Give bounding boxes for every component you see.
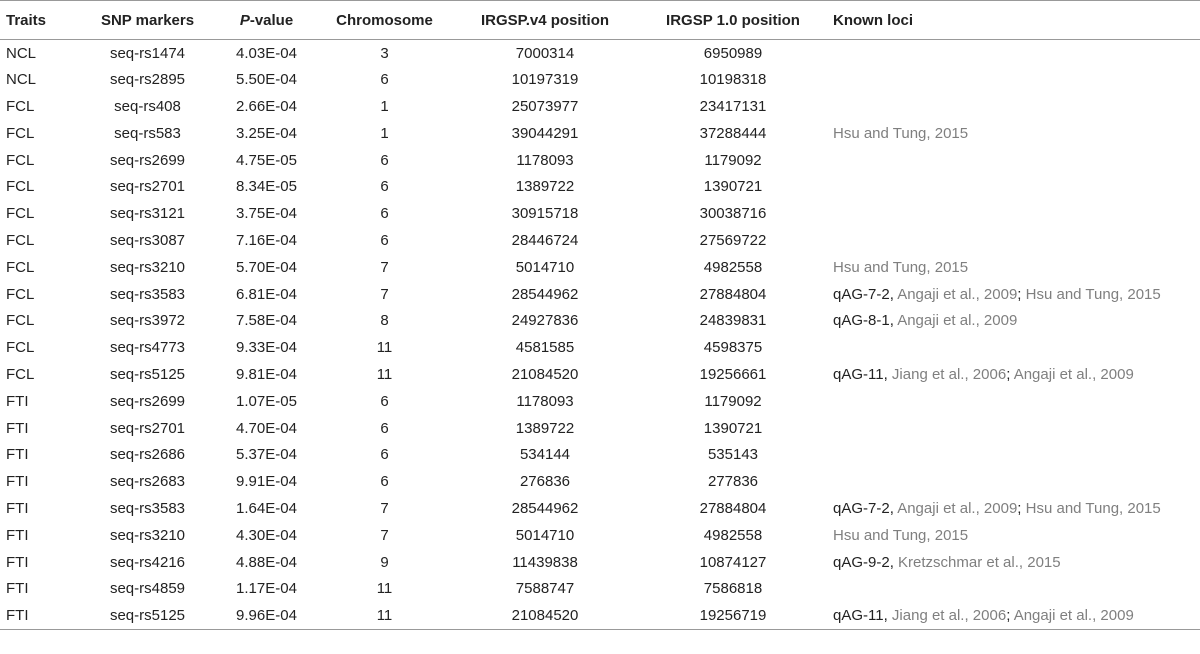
p-value-cell: 4.75E-05 [236, 151, 297, 169]
trait-cell: FCL [6, 178, 35, 196]
table-row [0, 575, 1200, 602]
snp-marker-cell: seq-rs4216 [109, 553, 186, 571]
irgsp-v4-position-cell: 24927836 [511, 312, 579, 330]
chromosome-cell: 1 [380, 97, 389, 115]
snp-marker-cell: seq-rs2895 [109, 71, 186, 89]
loci-reference-link[interactable]: Angaji et al., 2009 [897, 499, 1018, 517]
snp-marker-cell: seq-rs2699 [109, 392, 186, 410]
snp-marker-cell: seq-rs3210 [109, 526, 186, 544]
known-loci-cell [827, 495, 1200, 522]
known-loci-cell [827, 40, 1200, 67]
table-row [0, 93, 1200, 120]
loci-reference-link[interactable]: Angaji et al., 2009 [897, 312, 1018, 330]
chromosome-cell: 11 [318, 602, 451, 629]
snp-marker-cell: seq-rs4773 [109, 339, 186, 357]
known-loci-cell [827, 575, 1200, 602]
loci-reference-link[interactable]: Hsu and Tung, 2015 [833, 258, 969, 276]
trait-cell: FTI [6, 419, 29, 437]
known-loci-cell [827, 388, 1200, 415]
irgsp-v4-position-cell: 1178093 [516, 392, 574, 410]
irgsp-1-0-position-cell: 24839831 [699, 312, 767, 330]
irgsp-1-0-position-cell: 19256719 [639, 602, 827, 629]
loci-reference-link[interactable]: Jiang et al., 2006 [891, 606, 1007, 624]
trait-cell: FCL [6, 339, 35, 357]
irgsp-v4-position-cell: 1178093 [516, 151, 574, 169]
irgsp-1-0-position-cell: 27884804 [699, 499, 767, 517]
irgsp-v4-position-cell: 7000314 [515, 44, 575, 62]
chromosome-cell: 7 [380, 258, 389, 276]
header-row [0, 1, 1200, 40]
loci-reference-link[interactable]: Hsu and Tung, 2015 [1025, 285, 1161, 303]
p-value-cell: 3.25E-04 [236, 124, 297, 142]
trait-cell: FTI [6, 526, 29, 544]
known-loci-cell [827, 254, 1200, 281]
irgsp-v4-position-cell: 28544962 [511, 285, 579, 303]
irgsp-1-0-position-cell: 4598375 [703, 339, 763, 357]
chromosome-cell: 6 [380, 71, 389, 89]
p-value-cell: 4.70E-04 [236, 419, 297, 437]
trait-cell: FCL [6, 124, 35, 142]
loci-identifier: ; [1006, 365, 1014, 383]
p-value-cell: 7.58E-04 [236, 312, 297, 330]
loci-identifier: qAG-7-2, [833, 285, 898, 303]
chromosome-cell: 7 [380, 499, 389, 517]
known-loci-cell [827, 66, 1200, 93]
loci-reference-link[interactable]: Hsu and Tung, 2015 [833, 526, 969, 544]
trait-cell: FCL [6, 205, 35, 223]
chromosome-cell: 6 [380, 419, 389, 437]
trait-cell: FCL [6, 97, 35, 115]
table-row [0, 200, 1200, 227]
known-loci-cell [827, 93, 1200, 120]
loci-reference-link[interactable]: Angaji et al., 2009 [1013, 365, 1134, 383]
irgsp-1-0-position-cell: 37288444 [699, 124, 767, 142]
chromosome-cell: 6 [380, 205, 389, 223]
irgsp-1-0-position-cell: 10874127 [699, 553, 767, 571]
loci-identifier: ; [1006, 606, 1014, 624]
table-row [0, 415, 1200, 442]
snp-marker-cell: seq-rs3583 [109, 499, 186, 517]
known-loci-cell [827, 281, 1200, 308]
snp-marker-cell: seq-rs2699 [109, 151, 186, 169]
table-row [0, 361, 1200, 388]
irgsp-1-0-position-cell: 30038716 [699, 205, 767, 223]
p-value-cell: 4.03E-04 [236, 44, 297, 62]
trait-cell: FCL [6, 285, 35, 303]
trait-cell: FTI [6, 392, 29, 410]
p-value-cell: 8.34E-05 [236, 178, 297, 196]
table-row [0, 40, 1200, 67]
trait-cell: FCL [6, 365, 35, 383]
loci-reference-link[interactable]: Kretzschmar et al., 2015 [898, 553, 1061, 571]
table-row [0, 334, 1200, 361]
snp-marker-cell: seq-rs2683 [109, 473, 186, 491]
chromosome-cell: 7 [380, 285, 389, 303]
chromosome-cell: 6 [380, 151, 389, 169]
snp-marker-cell: seq-rs2686 [109, 446, 186, 464]
trait-cell: FCL [6, 312, 35, 330]
irgsp-1-0-position-cell: 1179092 [704, 392, 762, 410]
known-loci-cell [827, 602, 1200, 629]
loci-identifier: qAG-8-1, [833, 312, 898, 330]
trait-cell: FTI [6, 553, 29, 571]
irgsp-1-0-position-cell: 27569722 [699, 231, 767, 249]
irgsp-v4-position-cell: 10197319 [511, 71, 579, 89]
irgsp-1-0-position-cell: 7586818 [703, 580, 763, 598]
chromosome-cell: 11 [376, 365, 393, 383]
irgsp-1-0-position-cell: 1390721 [703, 178, 763, 196]
snp-marker-cell: seq-rs4859 [109, 580, 186, 598]
known-loci-cell [827, 227, 1200, 254]
known-loci-cell [827, 200, 1200, 227]
chromosome-cell: 6 [380, 446, 389, 464]
trait-cell: FCL [6, 151, 35, 169]
loci-identifier: ; [1017, 499, 1026, 517]
irgsp-1-0-position-cell: 10198318 [699, 71, 767, 89]
known-loci-cell [827, 120, 1200, 147]
chromosome-cell: 6 [380, 178, 389, 196]
known-loci-cell [827, 147, 1200, 174]
p-value-cell: 4.88E-04 [236, 553, 297, 571]
irgsp-v4-position-cell: 11439838 [512, 553, 578, 571]
chromosome-cell: 11 [376, 339, 393, 357]
p-value-cell: 5.37E-04 [236, 446, 297, 464]
p-value-cell: 1.64E-04 [236, 499, 297, 517]
irgsp-1-0-position-cell: 1179092 [704, 151, 762, 169]
p-value-cell: 6.81E-04 [236, 285, 297, 303]
chromosome-cell: 7 [380, 526, 389, 544]
trait-cell: FTI [6, 473, 29, 491]
table-row [0, 495, 1200, 522]
irgsp-1-0-position-cell: 6950989 [703, 44, 763, 62]
header-p-value [215, 1, 318, 40]
known-loci-cell [827, 173, 1200, 200]
irgsp-1-0-position-cell: 4982558 [703, 258, 763, 276]
table-row [0, 522, 1200, 549]
snp-marker-cell: seq-rs3210 [109, 258, 186, 276]
irgsp-v4-position-cell: 534144 [519, 446, 571, 464]
loci-reference-link[interactable]: Angaji et al., 2009 [1013, 606, 1134, 624]
trait-cell: FTI [6, 580, 29, 598]
irgsp-v4-position-cell: 5014710 [515, 526, 575, 544]
chromosome-cell: 6 [380, 392, 389, 410]
irgsp-v4-position-cell: 4581585 [515, 339, 575, 357]
snp-marker-cell: seq-rs583 [114, 124, 181, 142]
irgsp-v4-position-cell: 276836 [519, 473, 571, 491]
irgsp-v4-position-cell: 1389722 [515, 178, 575, 196]
irgsp-v4-position-cell: 25073977 [511, 97, 579, 115]
table-row [0, 441, 1200, 468]
p-value-cell: 1.17E-04 [236, 580, 297, 598]
loci-reference-link[interactable]: Angaji et al., 2009 [897, 285, 1018, 303]
table-body [0, 40, 1200, 630]
p-value-cell: 5.50E-04 [236, 71, 297, 89]
irgsp-v4-position-cell: 28446724 [511, 231, 579, 249]
p-value-cell: 2.66E-04 [236, 97, 297, 115]
irgsp-1-0-position-cell: 23417131 [699, 97, 767, 115]
table-row [0, 227, 1200, 254]
loci-reference-link[interactable]: Hsu and Tung, 2015 [1025, 499, 1161, 517]
irgsp-1-0-position-cell: 1390721 [703, 419, 763, 437]
irgsp-v4-position-cell: 7588747 [515, 580, 575, 598]
loci-reference-link[interactable]: Hsu and Tung, 2015 [833, 124, 969, 142]
table-row [0, 281, 1200, 308]
p-value-cell: 5.70E-04 [236, 258, 297, 276]
irgsp-1-0-position-cell: 277836 [707, 473, 759, 491]
loci-identifier: qAG-7-2, [833, 499, 898, 517]
irgsp-v4-position-cell: 21084520 [451, 602, 639, 629]
trait-cell: FTI [6, 446, 29, 464]
p-value-cell: 7.16E-04 [236, 231, 297, 249]
header-p-suffix: -value [249, 11, 294, 29]
irgsp-1-0-position-cell: 19256661 [699, 365, 767, 383]
trait-cell: FTI [6, 499, 29, 517]
header-snp-markers: SNP markers [80, 1, 215, 40]
snp-marker-cell: seq-rs1474 [109, 44, 186, 62]
table-row [0, 254, 1200, 281]
snp-marker-cell: seq-rs5125 [80, 602, 215, 629]
header-p-letter: P [239, 11, 250, 29]
chromosome-cell: 8 [380, 312, 389, 330]
p-value-cell: 9.33E-04 [236, 339, 297, 357]
loci-identifier: ; [1017, 285, 1026, 303]
known-loci-cell [827, 468, 1200, 495]
table-row [0, 147, 1200, 174]
irgsp-1-0-position-cell: 535143 [707, 446, 759, 464]
p-value-cell: 9.81E-04 [236, 365, 297, 383]
irgsp-v4-position-cell: 28544962 [511, 499, 579, 517]
p-value-cell: 4.30E-04 [236, 526, 297, 544]
known-loci-cell [827, 334, 1200, 361]
snp-marker-cell: seq-rs5125 [109, 365, 186, 383]
table-header [0, 1, 1200, 40]
p-value-cell: 9.91E-04 [236, 473, 297, 491]
snp-marker-cell: seq-rs3583 [109, 285, 186, 303]
known-loci-cell [827, 441, 1200, 468]
irgsp-1-0-position-cell: 4982558 [703, 526, 763, 544]
p-value-cell: 9.96E-04 [215, 602, 318, 629]
snp-marker-cell: seq-rs3087 [109, 231, 186, 249]
irgsp-v4-position-cell: 39044291 [511, 124, 579, 142]
trait-cell: FTI [0, 602, 80, 629]
irgsp-v4-position-cell: 21084520 [511, 365, 579, 383]
p-value-cell: 1.07E-05 [236, 392, 297, 410]
irgsp-v4-position-cell: 1389722 [515, 419, 575, 437]
snp-marker-cell: seq-rs2701 [109, 178, 186, 196]
snp-marker-cell: seq-rs408 [114, 97, 181, 115]
table-row [0, 549, 1200, 576]
irgsp-v4-position-cell: 30915718 [511, 205, 579, 223]
header-irgsp-1-0-position: IRGSP 1.0 position [639, 1, 827, 40]
snp-marker-cell: seq-rs2701 [109, 419, 186, 437]
loci-identifier: qAG-11, [833, 606, 892, 624]
known-loci-cell [827, 307, 1200, 334]
header-traits: Traits [0, 1, 80, 40]
known-loci-cell [827, 522, 1200, 549]
table-row [0, 602, 1200, 629]
p-value-cell: 3.75E-04 [236, 205, 297, 223]
irgsp-1-0-position-cell: 27884804 [699, 285, 767, 303]
header-known-loci: Known loci [827, 1, 1200, 40]
chromosome-cell: 6 [380, 473, 389, 491]
snp-marker-cell: seq-rs3121 [109, 205, 186, 223]
table-row [0, 120, 1200, 147]
trait-cell: NCL [6, 44, 37, 62]
table-row [0, 173, 1200, 200]
known-loci-cell [827, 361, 1200, 388]
header-irgsp-v4-position: IRGSP.v4 position [451, 1, 639, 40]
loci-identifier: qAG-9-2, [833, 553, 899, 571]
chromosome-cell: 11 [376, 580, 393, 598]
trait-cell: FCL [6, 258, 35, 276]
trait-cell: NCL [6, 71, 37, 89]
irgsp-v4-position-cell: 5014710 [515, 258, 575, 276]
table-row [0, 388, 1200, 415]
chromosome-cell: 6 [380, 231, 389, 249]
table-row [0, 307, 1200, 334]
header-chromosome: Chromosome [318, 1, 451, 40]
loci-reference-link[interactable]: Jiang et al., 2006 [891, 365, 1007, 383]
chromosome-cell: 1 [380, 124, 389, 142]
table-row [0, 468, 1200, 495]
known-loci-cell [827, 549, 1200, 576]
snp-marker-cell: seq-rs3972 [109, 312, 186, 330]
table-row [0, 66, 1200, 93]
trait-cell: FCL [6, 231, 35, 249]
chromosome-cell: 3 [380, 44, 389, 62]
chromosome-cell: 9 [380, 553, 389, 571]
loci-identifier: qAG-11, [833, 365, 892, 383]
known-loci-cell [827, 415, 1200, 442]
